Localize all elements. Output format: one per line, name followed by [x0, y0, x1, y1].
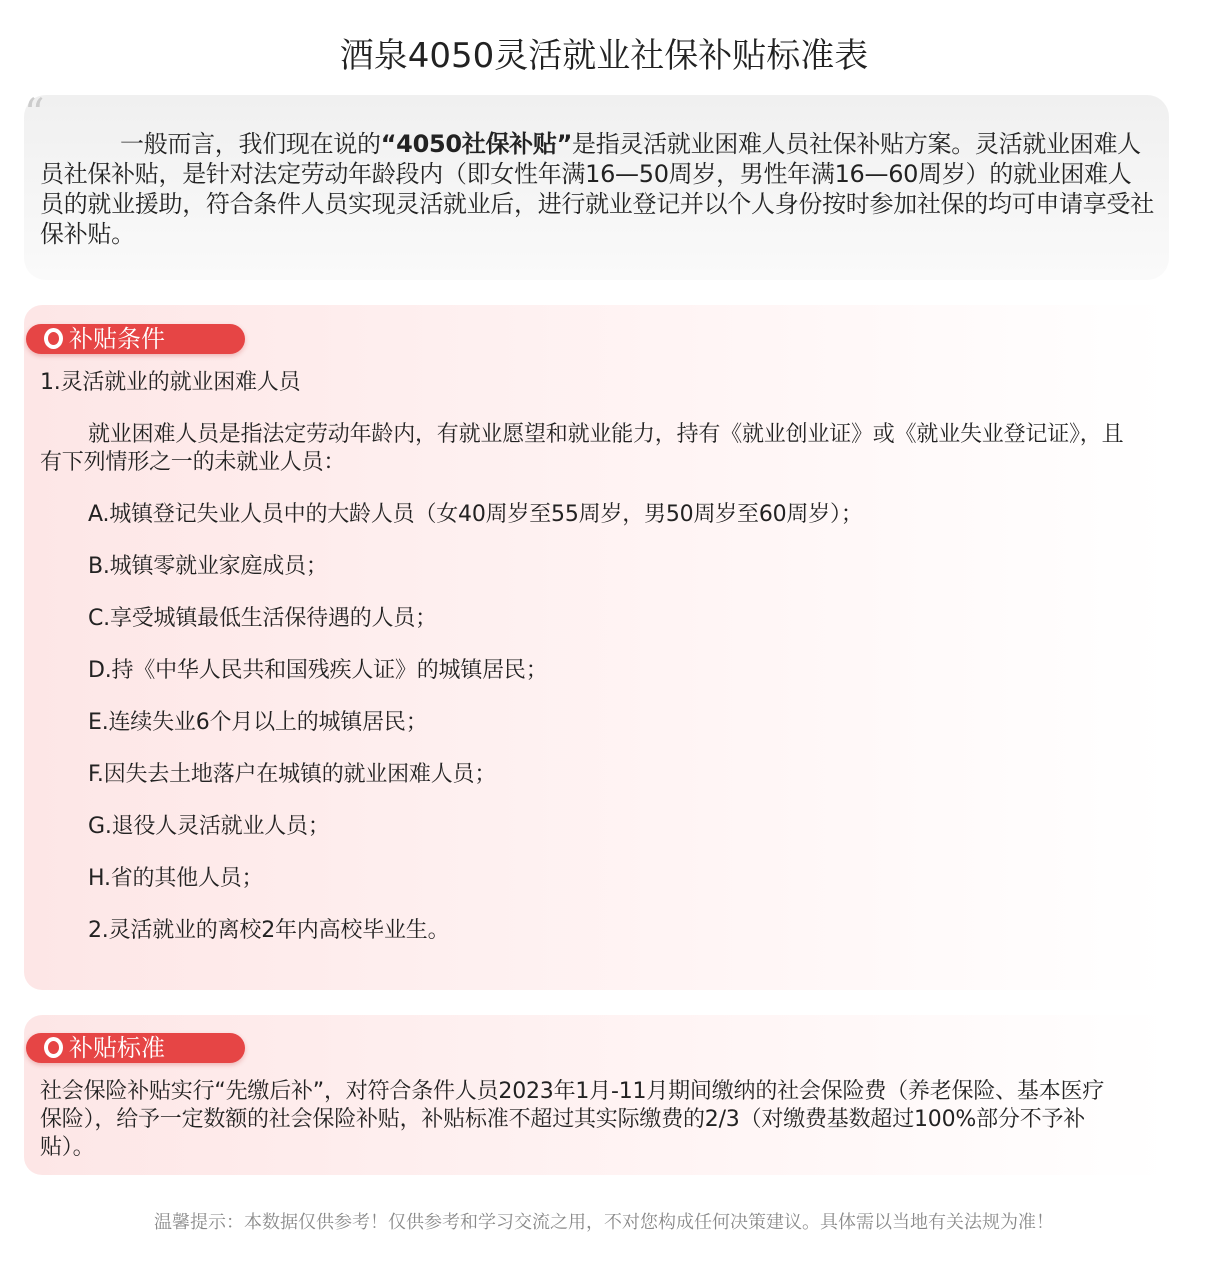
circle-icon	[44, 328, 63, 349]
condition-subitem: E.连续失业6个月以上的城镇居民；	[88, 710, 428, 735]
condition-subitem: D.持《中华人民共和国残疾人证》的城镇居民；	[88, 658, 548, 683]
heading-label: 补贴标准	[69, 1034, 165, 1062]
page-title: 酒泉4050灵活就业社保补贴标准表	[339, 36, 869, 76]
condition-subitem: C.享受城镇最低生活保待遇的人员；	[88, 606, 437, 631]
condition-desc: 就业困难人员是指法定劳动年龄内，有就业愿望和就业能力，持有《就业创业证》或《就业失业登记证》，且有下列情形之一的未就业人员：	[40, 422, 1124, 475]
condition-item-2: 2.灵活就业的离校2年内高校毕业生。	[88, 918, 450, 943]
intro-text: 一般而言，我们现在说的	[120, 130, 381, 158]
condition-subitem: G.退役人灵活就业人员；	[88, 814, 330, 839]
condition-subitem: A.城镇登记失业人员中的大龄人员（女40周岁至55周岁，男50周岁至60周岁）；	[88, 502, 863, 527]
quote-icon: “	[24, 91, 45, 137]
condition-item-1: 1.灵活就业的就业困难人员	[40, 370, 301, 395]
heading-label: 补贴条件	[69, 325, 165, 353]
condition-subitem: H.省的其他人员；	[88, 866, 264, 891]
standard-heading	[26, 1033, 245, 1063]
intro-paragraph	[40, 129, 1155, 249]
condition-subitem: B.城镇零就业家庭成员；	[88, 554, 328, 579]
intro-bold: “4050社保补贴”	[380, 130, 573, 158]
condition-subitem: F.因失去土地落户在城镇的就业困难人员；	[88, 762, 497, 787]
intro-box	[24, 91, 1169, 280]
conditions-section	[24, 305, 1169, 990]
intro-text-rest: 是指灵活就业困难人员社保补贴方案。灵活就业困难人员社保补贴，是针对法定劳动年龄段内（即女性年满16—50周岁，男性年满16—60周岁）的就业困难人员的就业援助，符合条件人员实现灵活就业后，进行就业登记并以个人身份按时参加社保的均可申请享受社保补贴。	[40, 130, 1154, 248]
footer-note: 温馨提示：本数据仅供参考！仅供参考和学习交流之用，不对您构成任何决策建议。具体需以当地有关法规为准！	[154, 1212, 1054, 1233]
circle-icon	[44, 1037, 63, 1058]
standard-section	[24, 1015, 1169, 1175]
standard-text: 社会保险补贴实行“先缴后补”，对符合条件人员2023年1月-11月期间缴纳的社会保险费（养老保险、基本医疗保险），给予一定数额的社会保险补贴，补贴标准不超过其实际缴费的2/3（对缴费基数超过100%部分不予补贴）。	[40, 1079, 1105, 1160]
conditions-heading	[26, 324, 245, 354]
